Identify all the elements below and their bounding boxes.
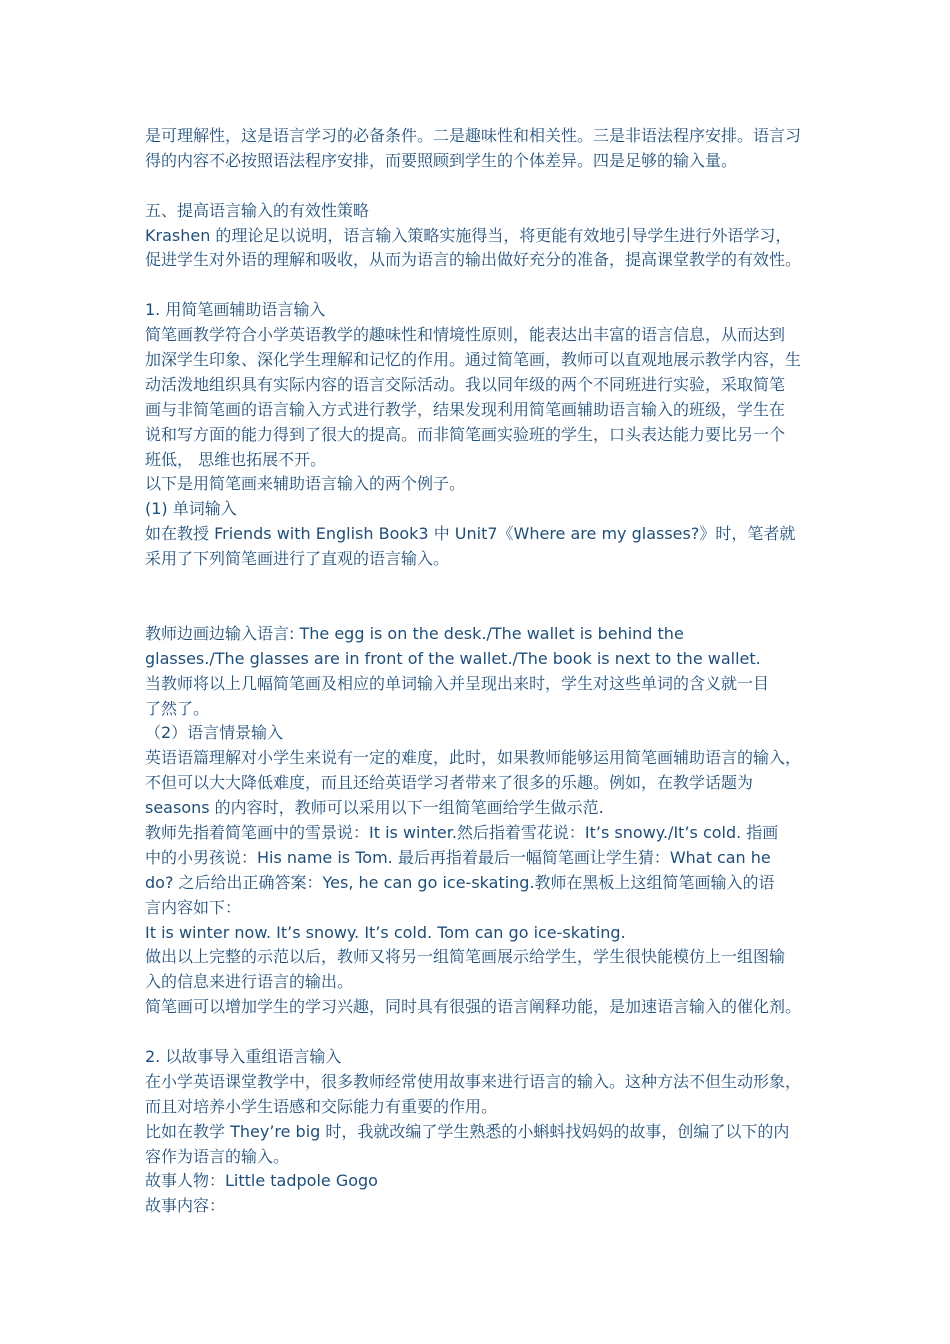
text-line: 促进学生对外语的理解和吸收，从而为语言的输出做好充分的准备，提高课堂教学的有效性。 — [145, 250, 802, 270]
paragraph — [145, 124, 825, 174]
text-line: 入的信息来进行语言的输出。 — [145, 972, 354, 992]
paragraph-spacer — [145, 174, 825, 199]
paragraph — [145, 298, 825, 572]
text-line: 画与非简笔画的语言输入方式进行教学，结果发现利用简笔画辅助语言输入的班级，学生在 — [145, 399, 786, 419]
text-line: 动活泼地组织具有实际内容的语言交际活动。我以同年级的两个不同班进行实验，采取简笔 — [145, 374, 786, 394]
text-line: 故事人物：Little tadpole Gogo — [145, 1171, 378, 1191]
text-line: 教师边画边输入语言: The egg is on the desk./The wallet is behind the — [145, 623, 684, 643]
text-line: 了然了。 — [145, 698, 210, 718]
text-line: 1. 用简笔画辅助语言输入 — [145, 300, 326, 320]
document-page — [145, 124, 825, 1219]
text-line: 故事内容： — [145, 1196, 226, 1216]
text-line: 采用了下列简笔画进行了直观的语言输入。 — [145, 549, 450, 569]
paragraph-spacer — [145, 1020, 825, 1045]
text-line: 得的内容不必按照语法程序安排，而要照顾到学生的个体差异。四是足够的输入量。 — [145, 150, 738, 170]
text-line: 在小学英语课堂教学中，很多教师经常使用故事来进行语言的输入。这种方法不但生动形象， — [145, 1071, 802, 1091]
paragraph — [145, 199, 825, 274]
text-line: （2）语言情景输入 — [145, 723, 284, 743]
text-line: (1) 单词输入 — [145, 499, 237, 519]
text-line: do? 之后给出正确答案：Yes, he can go ice-skating.教师在黑板上这组简笔画输入的语 — [145, 872, 775, 892]
text-line: 不但可以大大降低难度，而且还给英语学习者带来了很多的乐趣。例如，在教学话题为 — [145, 773, 754, 793]
text-line: 五、提高语言输入的有效性策略 — [145, 200, 370, 220]
text-line: 简笔画可以增加学生的学习兴趣，同时具有很强的语言阐释功能，是加速语言输入的催化剂。 — [145, 997, 802, 1017]
paragraph — [145, 1045, 825, 1219]
text-line: 简笔画教学符合小学英语教学的趣味性和情境性原则，能表达出丰富的语言信息，从而达到 — [145, 325, 786, 345]
paragraph-spacer — [145, 572, 825, 622]
text-line: 班低， 思维也拓展不开。 — [145, 449, 327, 469]
text-line: 言内容如下： — [145, 897, 242, 917]
text-line: 而且对培养小学生语感和交际能力有重要的作用。 — [145, 1096, 498, 1116]
text-line: seasons 的内容时，教师可以采用以下一组简笔画给学生做示范. — [145, 798, 604, 818]
text-line: It is winter now. It’s snowy. It’s cold. Tom can go ice-skating. — [145, 922, 626, 942]
text-line: 比如在教学 They’re big 时，我就改编了学生熟悉的小蝌蚪找妈妈的故事，创编了以下的内 — [145, 1121, 790, 1141]
text-line: 中的小男孩说：His name is Tom. 最后再指着最后一幅简笔画让学生猜：What can he — [145, 847, 771, 867]
text-line: 做出以上完整的示范以后，教师又将另一组简笔画展示给学生，学生很快能模仿上一组图输 — [145, 947, 786, 967]
text-line: 加深学生印象、深化学生理解和记忆的作用。通过简笔画，教师可以直观地展示教学内容，生 — [145, 350, 802, 370]
text-line: 以下是用简笔画来辅助语言输入的两个例子。 — [145, 474, 466, 494]
paragraph — [145, 622, 825, 1020]
text-line: 教师先指着简笔画中的雪景说：It is winter.然后指着雪花说：It’s snowy./It’s cold. 指画 — [145, 822, 779, 842]
paragraph-spacer — [145, 273, 825, 298]
text-line: 说和写方面的能力得到了很大的提高。而非简笔画实验班的学生，口头表达能力要比另一个 — [145, 424, 786, 444]
text-line: Krashen 的理论足以说明，语言输入策略实施得当，将更能有效地引导学生进行外语学习， — [145, 225, 792, 245]
text-line: 如在教授 Friends with English Book3 中 Unit7《Where are my glasses?》时，笔者就 — [145, 524, 796, 544]
text-line: 当教师将以上几幅简笔画及相应的单词输入并呈现出来时，学生对这些单词的含义就一目 — [145, 673, 770, 693]
text-line: glasses./The glasses are in front of the wallet./The book is next to the wallet. — [145, 648, 761, 668]
text-line: 2. 以故事导入重组语言输入 — [145, 1046, 342, 1066]
text-line: 容作为语言的输入。 — [145, 1146, 290, 1166]
text-line: 是可理解性，这是语言学习的必备条件。二是趣味性和相关性。三是非语法程序安排。语言习 — [145, 126, 802, 145]
text-line: 英语语篇理解对小学生来说有一定的难度，此时，如果教师能够运用简笔画辅助语言的输入， — [145, 748, 802, 768]
